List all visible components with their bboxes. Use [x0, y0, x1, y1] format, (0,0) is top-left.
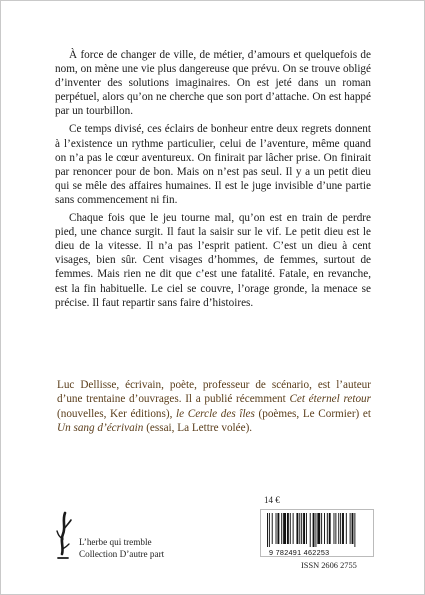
barcode-bar	[296, 513, 298, 544]
barcode	[260, 509, 374, 557]
author-bio-part-3: (poèmes, Le Cormier) et	[254, 407, 371, 420]
barcode-bar	[281, 513, 282, 544]
barcode-bar	[317, 513, 320, 544]
barcode-bar	[321, 513, 322, 544]
barcode-bar	[299, 513, 300, 544]
barcode-bar	[329, 513, 331, 544]
barcode-bar	[313, 513, 315, 547]
barcode-bar	[283, 513, 286, 544]
publisher-name	[79, 537, 164, 560]
barcode-bar	[338, 513, 339, 544]
barcode-bar	[306, 513, 307, 544]
barcode-number: 9 782491 462253	[269, 548, 330, 557]
barcode-bars	[265, 513, 369, 547]
barcode-bar	[350, 513, 351, 544]
barcode-bar	[303, 513, 305, 544]
price-label: 14 €	[264, 495, 280, 505]
barcode-bar	[301, 513, 302, 544]
publisher-line-1: L’herbe qui tremble	[79, 537, 152, 547]
publisher-logo-icon	[54, 511, 74, 561]
author-bio-part-2: (nouvelles, Ker éditions),	[57, 407, 177, 420]
barcode-bar	[324, 513, 325, 544]
book-title-2: le Cercle des îles	[176, 407, 255, 420]
barcode-bar	[342, 513, 344, 544]
barcode-bar	[267, 513, 268, 547]
author-bio-intro: Luc Dellisse, écrivain, poète, professeur de scénario, est l’auteur d’une trentaine d’ouvrages. Il a publié récemment	[57, 379, 371, 406]
barcode-bar	[310, 513, 311, 547]
barcode-bar	[340, 513, 341, 544]
barcode-bar	[327, 513, 328, 544]
blurb-paragraph-2: Ce temps divisé, ces éclairs de bonheur entre deux regrets donnent à l’existence un rythme particulier, celui de l’aventure, même quand on n’a pas le cœur aventureux. On finirait par lâcher prise. On finirait par renoncer pour de bon. Mais on n’est pas seul. Il y a un petit dieu qui se mêle des affaires humaines. Il est le juge invisible d’une partie sans commencement ni fin.	[55, 123, 371, 206]
barcode-bar	[334, 513, 335, 544]
barcode-bar	[354, 513, 355, 547]
barcode-bar	[290, 513, 291, 544]
barcode-bar	[277, 513, 279, 544]
author-bio-part-4: (essai, La Lettre volée).	[143, 421, 253, 434]
book-title-3: Un sang d’écrivain	[57, 421, 144, 434]
collection-name: Collection D’autre part	[79, 548, 165, 559]
barcode-bar	[352, 513, 354, 544]
book-title-1: Cet éternel retour	[289, 393, 371, 406]
barcode-bar	[335, 513, 336, 544]
barcode-bar	[346, 513, 347, 544]
barcode-bar	[293, 513, 294, 544]
barcode-bar	[287, 513, 289, 544]
barcode-bar	[276, 513, 277, 544]
barcode-bar	[272, 513, 273, 544]
blurb-paragraph-3: Chaque fois que le jeu tourne mal, qu’on est en train de perdre pied, une chance surgit. Il faut la saisir sur le vif. Le petit dieu est le dieu de la vitesse. Il n’a pas l’esprit patient. C’est un dieu à cent visages, bien sûr. Cent visages d’hommes, de femmes, surtout de femmes. Mais rien ne dit que c’est une fatalité. Fatale, en revanche, est la fin habituelle. Le ciel se couvre, l’orage gronde, la menace se précise. Il faut repartir sans faire d’histoires.	[55, 212, 371, 309]
blurb-text	[55, 48, 371, 314]
blurb-paragraph-1: À force de changer de ville, de métier, d’amours et quelquefois de nom, on mène une vie plus dangereuse que prévu. On se trouve obligé d’inventer des solutions imaginaires. On est jeté dans un roman perpétuel, alors qu’on ne cherche que son port d’attache. On est happé par un tourbillon.	[55, 49, 371, 118]
barcode-bar	[269, 513, 270, 547]
author-bio	[57, 378, 371, 435]
issn-label: ISSN 2606 2755	[301, 561, 357, 570]
barcode-bar	[315, 513, 316, 547]
